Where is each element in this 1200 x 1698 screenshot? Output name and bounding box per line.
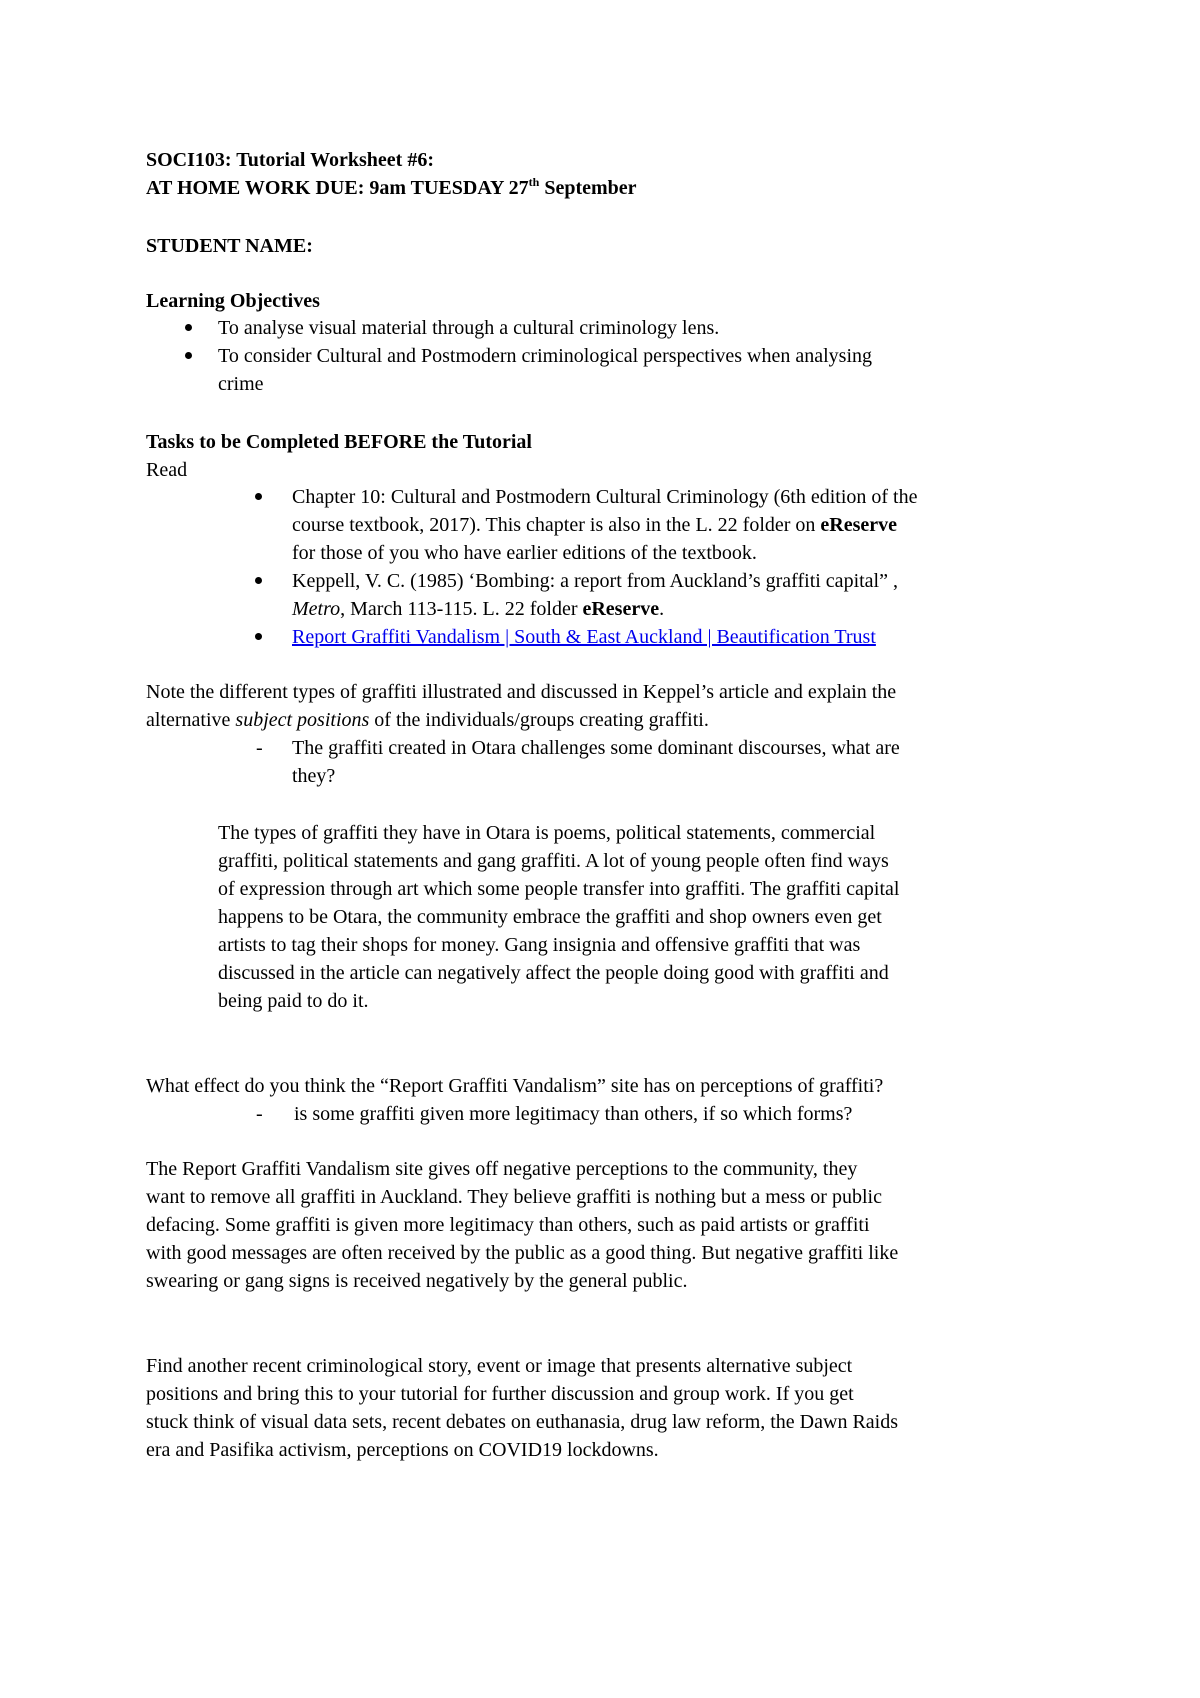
due-date-suffix: September [539,177,637,199]
reading-1-line-1: Chapter 10: Cultural and Postmodern Cultural Criminology (6th edition of the [292,486,918,508]
answer-2-line-3: defacing. Some graffiti is given more legitimacy than others, such as paid artists or graffiti [146,1214,870,1236]
answer-1-line-2: graffiti, political statements and gang graffiti. A lot of young people often find ways [218,850,889,872]
answer-1-line-1: The types of graffiti they have in Otara is poems, political statements, commercial [218,822,876,844]
student-name-label: STUDENT NAME: [146,235,313,257]
due-date [146,174,637,202]
answer-1-line-3: of expression through art which some people transfer into graffiti. The graffiti capital [218,878,900,900]
question-3-line-3: stuck think of visual data sets, recent debates on euthanasia, drug law reform, the Dawn Raids [146,1411,899,1433]
question-1-line-2 [146,706,709,734]
question-3-line-2: positions and bring this to your tutorial for further discussion and group work. If you get [146,1383,854,1405]
due-date-superscript: th [528,175,540,189]
objective-item-1: To analyse visual material through a cultural criminology lens. [218,317,720,339]
answer-2-line-4: with good messages are often received by the public as a good thing. But negative graffiti like [146,1242,899,1264]
bullet-icon [185,324,192,331]
answer-1-line-6: discussed in the article can negatively affect the people doing good with graffiti and [218,962,889,984]
answer-1-line-5: artists to tag their shops for money. Gang insignia and offensive graffiti that was [218,934,861,956]
bullet-icon [255,577,262,584]
question-3-line-4: era and Pasifika activism, perceptions on COVID19 lockdowns. [146,1439,659,1461]
bullet-icon [255,633,262,640]
reading-3-line [292,623,876,651]
answer-1-line-7: being paid to do it. [218,990,369,1012]
dash-marker: - [256,737,263,759]
question-1-sub-line-1: The graffiti created in Otara challenges some dominant discourses, what are [292,737,900,759]
question-2-line-1: What effect do you think the “Report Graffiti Vandalism” site has on perceptions of graffiti? [146,1075,884,1097]
ereserve-label: eReserve [582,598,660,620]
reading-1-line-3: for those of you who have earlier editions of the textbook. [292,542,757,564]
tasks-heading: Tasks to be Completed BEFORE the Tutorial [146,431,532,453]
bullet-icon [255,493,262,500]
bullet-icon [185,352,192,359]
answer-1-line-4: happens to be Otara, the community embrace the graffiti and shop owners even get [218,906,882,928]
objective-item-2-line-2: crime [218,373,264,395]
worksheet-title: SOCI103: Tutorial Worksheet #6: [146,149,434,171]
objective-item-2-line-1: To consider Cultural and Postmodern criminological perspectives when analysing [218,345,873,367]
report-graffiti-vandalism-link[interactable]: Report Graffiti Vandalism | South & East Auckland | Beautification Trust [292,626,876,648]
ereserve-label: eReserve [820,514,898,536]
question-1-line-1: Note the different types of graffiti illustrated and discussed in Keppel’s article and explain the [146,681,897,703]
reading-1-text: course textbook, 2017). This chapter is also in the L. 22 folder on [292,514,821,536]
question-1-text-a: alternative [146,709,236,731]
question-1-sub-line-2: they? [292,765,336,787]
reading-2-line-1: Keppell, V. C. (1985) ‘Bombing: a report from Auckland’s graffiti capital” , [292,570,898,592]
question-1-text-b: of the individuals/groups creating graffiti. [369,709,709,731]
read-label: Read [146,459,188,481]
answer-2-line-5: swearing or gang signs is received negatively by the general public. [146,1270,688,1292]
due-date-prefix: AT HOME WORK DUE: 9am TUESDAY 27 [146,177,529,199]
period: . [659,598,665,620]
reading-2-text: , March 113-115. L. 22 folder [340,598,583,620]
reading-1-line-2 [292,511,897,539]
dash-marker: - [256,1103,263,1125]
objectives-heading: Learning Objectives [146,290,320,312]
metro-label: Metro [292,598,341,620]
question-2-sub-line-1: is some graffiti given more legitimacy than others, if so which forms? [294,1103,853,1125]
answer-2-line-2: want to remove all graffiti in Auckland. They believe graffiti is nothing but a mess or public [146,1186,882,1208]
reading-2-line-2 [292,595,664,623]
question-3-line-1: Find another recent criminological story, event or image that presents alternative subject [146,1355,853,1377]
answer-2-line-1: The Report Graffiti Vandalism site gives off negative perceptions to the community, they [146,1158,858,1180]
subject-positions-term: subject positions [235,709,370,731]
